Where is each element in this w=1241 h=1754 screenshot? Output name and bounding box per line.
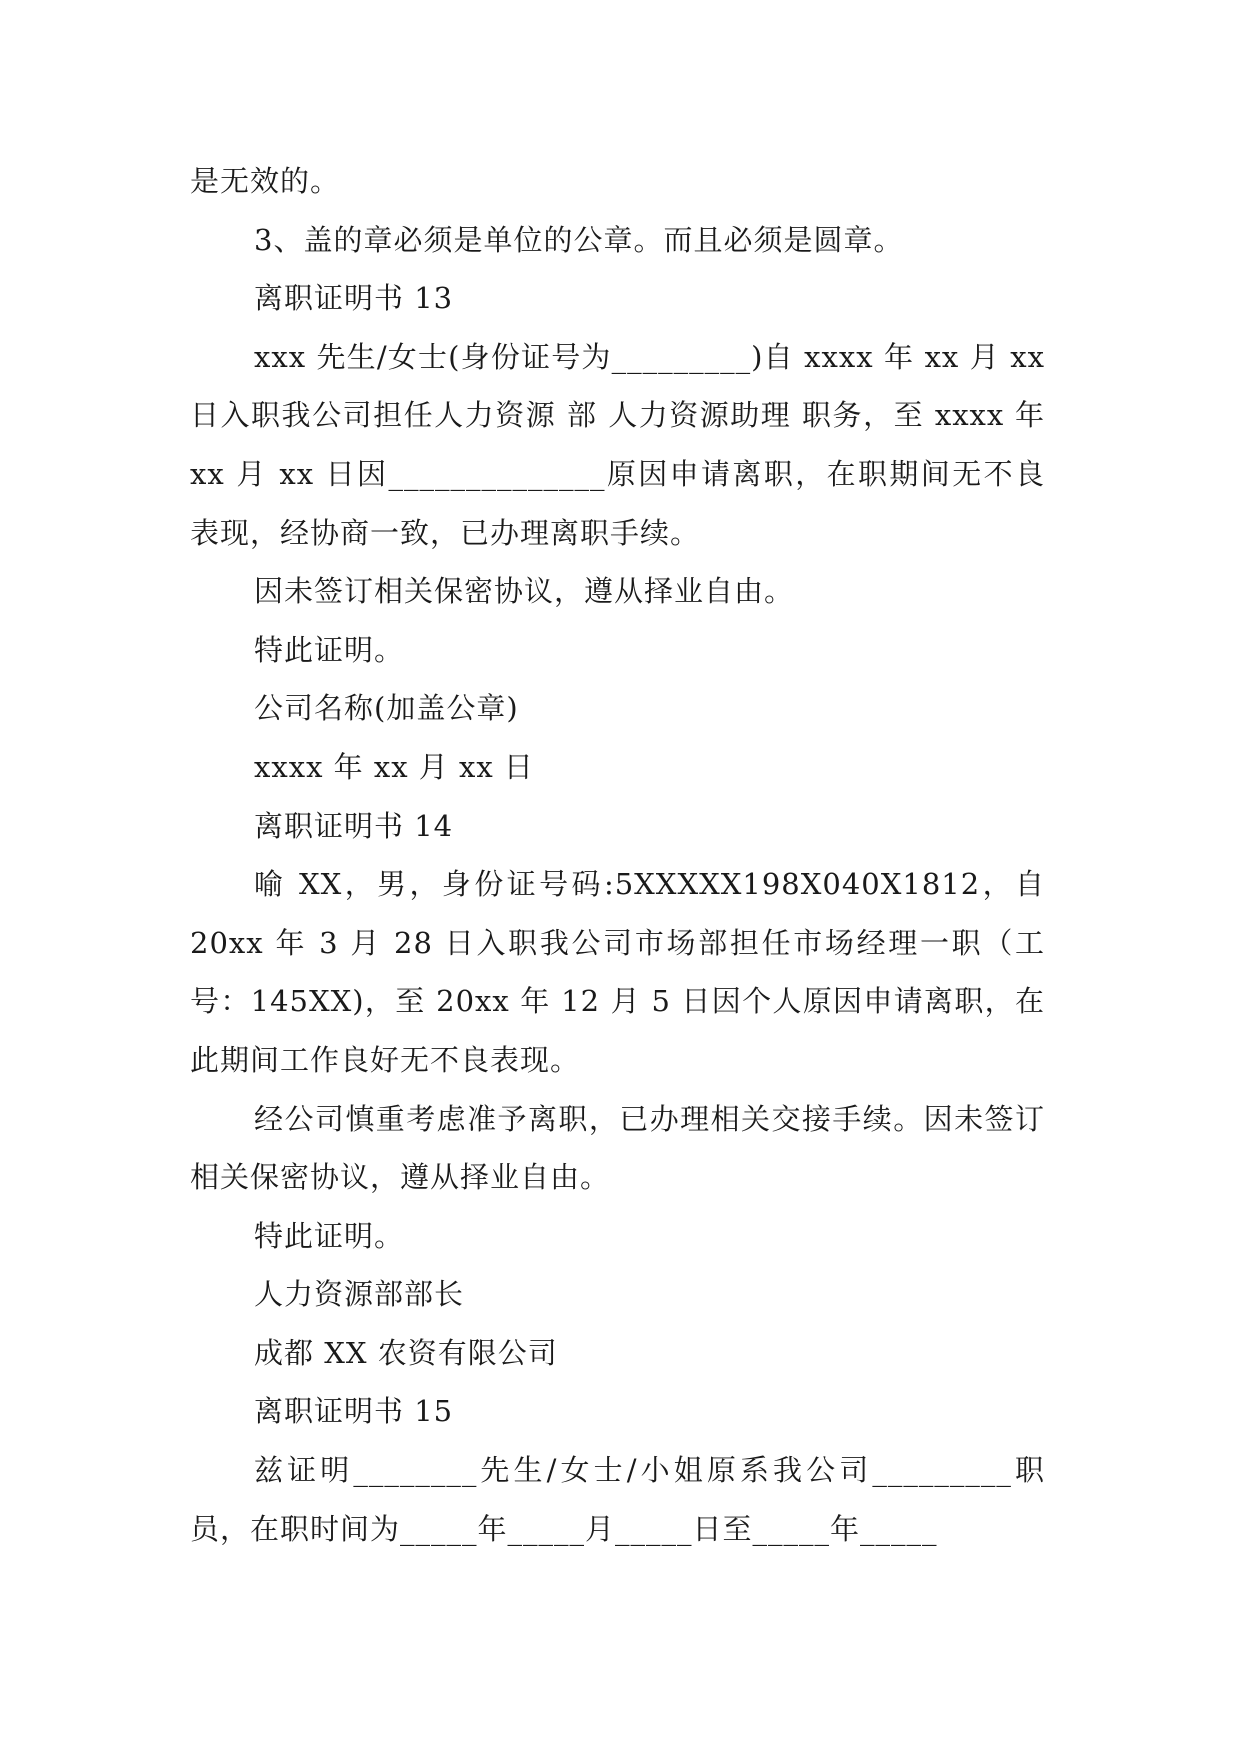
paragraph-employment-15: 兹证明________先生/女士/小姐原系我公司_________职员，在职时间为_____年_____月_____日至_____年_____: [190, 1453, 1045, 1546]
paragraph-employment-14: 喻 XX，男，身份证号码:5XXXXX198X040X1812，自 20xx 年 3 月 28 日入职我公司市场部担任市场经理一职（工号：145XX)，至 20xx 年 12 月 5 日因个人原因申请离职，在此期间工作良好无不良表现。: [190, 867, 1045, 1077]
paragraph-approval-14: 经公司慎重考虑准予离职，已办理相关交接手续。因未签订相关保密协议，遵从择业自由。: [190, 1101, 1045, 1195]
date-line-13: xxxx 年 xx 月 xx 日: [254, 749, 534, 784]
paragraph-seal-rule: 3、盖的章必须是单位的公章。而且必须是圆章。: [254, 222, 904, 257]
paragraph-continuation: 是无效的。: [190, 164, 341, 198]
paragraph-certify-13: 特此证明。: [254, 632, 405, 667]
document-body: [190, 152, 1045, 1558]
signatory-title-14: 人力资源部部长: [254, 1277, 465, 1312]
company-name-line-13: 公司名称(加盖公章): [254, 691, 519, 726]
company-name-14: 成都 XX 农资有限公司: [254, 1335, 558, 1370]
section-title-13: 离职证明书 13: [254, 281, 454, 316]
paragraph-confidentiality-13: 因未签订相关保密协议，遵从择业自由。: [254, 574, 795, 609]
section-title-14: 离职证明书 14: [254, 808, 454, 843]
paragraph-employment-13: xxx 先生/女士(身份证号为_________)自 xxxx 年 xx 月 xx 日入职我公司担任人力资源 部 人力资源助理 职务，至 xxxx 年 xx 月 xx 日因______________原因申请离职，在职期间无不良表现，经协商一致，已办理离职手续。: [190, 339, 1045, 550]
section-title-15: 离职证明书 15: [254, 1394, 454, 1429]
paragraph-certify-14: 特此证明。: [254, 1218, 405, 1253]
